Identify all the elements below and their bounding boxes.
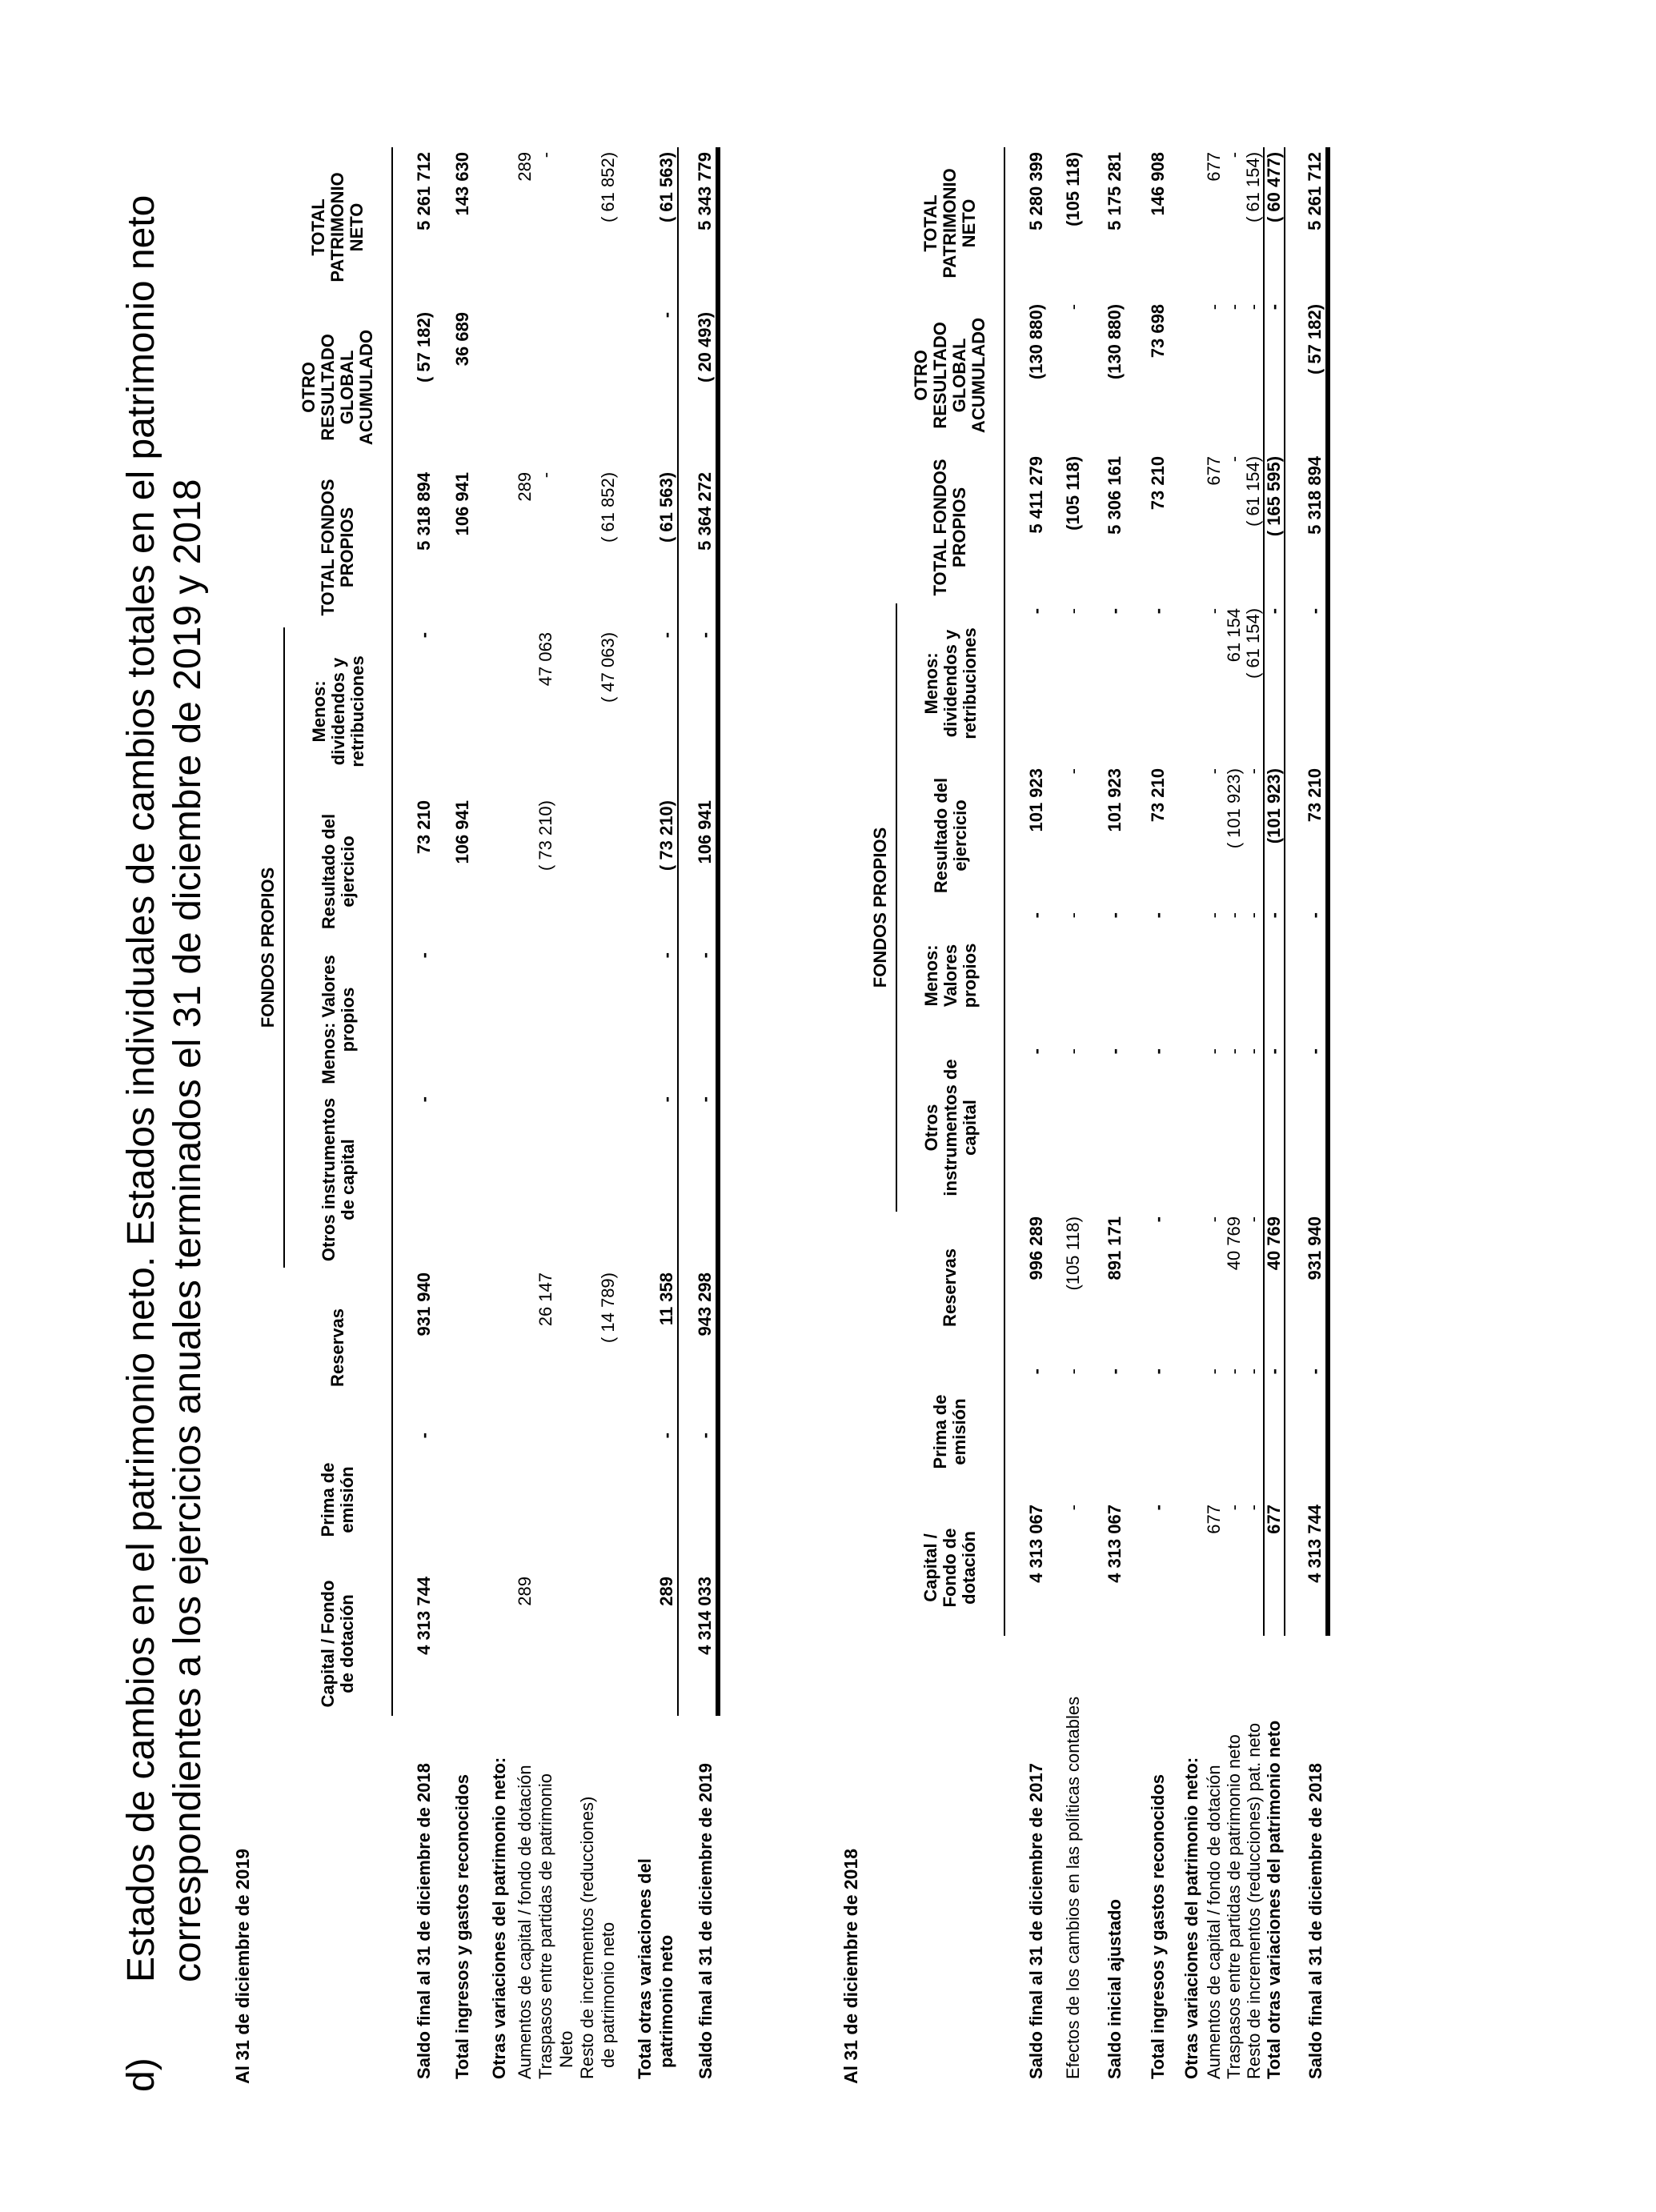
table-cell: 5 411 279 — [1026, 455, 1046, 534]
table-cell: 5 318 894 — [414, 471, 434, 551]
section-title: Estados de cambios en el patrimonio neto. Estados individuales de cambios totales en el patrimonio neto correspondientes a los ejercicios anuales terminados el 31 de diciembre de 2019 y 2018 — [120, 194, 209, 1982]
table-row: Traspasos entre partidas de patrimonio neto - - 40 769 - - ( 101 923) 61 154 - - - — [1224, 147, 1244, 2084]
table-cell: 931 940 — [1304, 1212, 1328, 1364]
table-cell: - — [1203, 912, 1224, 919]
table-cell: - — [1223, 1505, 1244, 1511]
table-cell: 5 364 272 — [694, 467, 718, 627]
table-cell: 146 908 — [1147, 151, 1168, 216]
table-cell: (101 923) — [1264, 763, 1285, 908]
table-cell: 47 063 — [535, 631, 555, 687]
table-row: Aumentos de capital / fondo de dotación 289 289 289 — [515, 147, 535, 2084]
table-cell: - — [414, 1096, 434, 1103]
table-cell: - — [1105, 607, 1125, 615]
table-cell: 40 769 — [1223, 1216, 1244, 1271]
table-cell: - — [1063, 912, 1083, 919]
col-reservas: Reservas — [284, 1268, 392, 1428]
table-cell: 289 — [515, 471, 535, 502]
table-cell: - — [1264, 908, 1285, 1044]
table-cell: 106 941 — [451, 800, 472, 864]
table-cell — [598, 307, 619, 467]
table-cell: - — [1203, 303, 1224, 311]
table-cell: - — [1244, 1364, 1264, 1500]
table-cell: 5 318 894 — [1304, 451, 1328, 603]
table-cell: ( 61 154) — [1244, 603, 1264, 763]
table-cell: - — [1147, 912, 1168, 919]
table-cell: (130 880) — [1105, 303, 1125, 380]
table-cell: ( 61 154) — [1244, 147, 1264, 299]
table-cell: - — [656, 1428, 678, 1572]
table-cell: - — [1223, 1048, 1244, 1055]
table-cell: 5 306 161 — [1105, 455, 1125, 535]
fondos-propios-header: FONDOS PROPIOS — [252, 627, 284, 1268]
table-cell: - — [1244, 1044, 1264, 1212]
table-cell — [515, 1268, 535, 1428]
table-cell: - — [535, 151, 555, 158]
table-cell: ( 60 477) — [1264, 147, 1285, 299]
table-cell — [515, 307, 535, 467]
table-cell: - — [1147, 607, 1168, 615]
table-cell: ( 61 852) — [598, 471, 618, 543]
table-cell: - — [1063, 1368, 1083, 1375]
col-resultado: Resultado del ejercicio — [896, 763, 1004, 908]
table-cell: 943 298 — [694, 1268, 718, 1428]
table-cell: 677 — [1203, 455, 1224, 486]
table-cell: 289 — [515, 151, 535, 182]
table-cell: 5 261 712 — [1304, 147, 1328, 299]
table-cell — [598, 795, 619, 948]
table-2018-date: Al 31 de diciembre de 2018 — [840, 1848, 861, 2084]
table-cell — [598, 1572, 619, 1716]
table-cell: - — [1244, 908, 1264, 1044]
table-row: Otras variaciones del patrimonio neto: — [489, 1757, 509, 2079]
table-cell: 73 698 — [1147, 303, 1168, 359]
table-cell: 61 154 — [1223, 607, 1244, 663]
table-cell: - — [414, 952, 434, 959]
table-cell — [535, 948, 556, 1092]
table-cell: - — [1203, 607, 1224, 615]
table-row: Efectos de los cambios en las políticas contables - - (105 118) - - - - (105 118) - (105 118) — [1053, 147, 1094, 2084]
table-cell: - — [656, 1092, 678, 1268]
table-cell: ( 61 563) — [656, 147, 678, 307]
table-cell: ( 73 210) — [535, 800, 555, 872]
col-prima: Prima de emisión — [284, 1428, 392, 1572]
table-cell: 4 313 067 — [1026, 1505, 1046, 1583]
table-cell: - — [1026, 607, 1046, 615]
table-row: Resto de incrementos (reducciones) pat. neto - - - - - - ( 61 154) ( 61 154) - ( 61 154) — [1244, 147, 1264, 2084]
table-cell: - — [414, 631, 434, 639]
table-cell: (130 880) — [1026, 303, 1046, 380]
table-cell: ( 165 595) — [1264, 451, 1285, 603]
table-cell: 5 280 399 — [1026, 151, 1046, 230]
table-cell: - — [1264, 299, 1285, 451]
table-cell: 5 261 712 — [414, 151, 434, 230]
table-cell: (105 118) — [1063, 455, 1083, 531]
table-row: de patrimonio neto ( 14 789) ( 47 063) ( 61 852) ( 61 852) — [598, 147, 619, 2084]
table-cell — [598, 1428, 619, 1572]
table-cell: 26 147 — [535, 1272, 555, 1327]
col-dividendos: Menos: dividendos y retribuciones — [896, 603, 1004, 763]
table-cell: - — [1304, 1364, 1328, 1500]
table-2019 — [252, 147, 720, 2084]
table-cell: 5 175 281 — [1105, 151, 1125, 230]
table-cell — [440, 1428, 484, 1572]
col-total-pn: TOTAL PATRIMONIO NETO — [896, 147, 1004, 299]
table-cell: - — [1147, 1505, 1168, 1511]
table-cell: - — [1147, 1048, 1168, 1055]
col-ori: OTRO RESULTADO GLOBAL ACUMULADO — [284, 307, 392, 467]
table-cell: 289 — [656, 1572, 678, 1716]
table-cell: 101 923 — [1026, 768, 1046, 832]
table-cell: - — [1105, 1368, 1125, 1375]
table-cell: - — [694, 1428, 718, 1572]
col-reservas: Reservas — [896, 1212, 1004, 1364]
col-valores-propios: Menos: Valores propios — [896, 908, 1004, 1044]
table-cell: 4 314 033 — [694, 1572, 718, 1716]
table-cell: - — [1264, 1364, 1285, 1500]
table-cell: - — [1244, 299, 1264, 451]
table-cell: - — [1063, 303, 1083, 311]
table-cell — [535, 1092, 556, 1268]
table-row: Neto — [556, 2030, 576, 2068]
col-total-pn: TOTAL PATRIMONIO NETO — [284, 147, 392, 307]
table-cell — [440, 1092, 484, 1268]
table-row: Saldo final al 31 de diciembre de 2017 4 313 067 - 996 289 - - 101 923 - 5 411 279 (130 880) 5 280 399 — [1020, 147, 1053, 2084]
table-cell — [440, 627, 484, 795]
table-cell: - — [1223, 1368, 1244, 1375]
table-row: patrimonio neto 289 - 11 358 - - ( 73 210) - ( 61 563) - ( 61 563) — [656, 147, 678, 2084]
table-cell: ( 73 210) — [656, 795, 678, 948]
table-2019-date: Al 31 de diciembre de 2019 — [232, 1848, 253, 2084]
table-cell: - — [1063, 1048, 1083, 1055]
table-cell: - — [1203, 1368, 1224, 1375]
table-cell: - — [1244, 1500, 1264, 1636]
col-total-fondos: TOTAL FONDOS PROPIOS — [284, 467, 392, 627]
table-cell: 677 — [1264, 1500, 1285, 1636]
table-cell: - — [1063, 607, 1083, 615]
table-cell: 5 343 779 — [694, 147, 718, 307]
table-cell: ( 57 182) — [414, 311, 434, 383]
table-cell — [535, 1572, 556, 1716]
col-capital: Capital / Fondo de dotación — [284, 1572, 392, 1716]
table-cell: ( 101 923) — [1223, 768, 1244, 849]
fondos-propios-header: FONDOS PROPIOS — [864, 603, 896, 1212]
table-cell: ( 20 493) — [694, 307, 718, 467]
col-ori: OTRO RESULTADO GLOBAL ACUMULADO — [896, 299, 1004, 451]
col-resultado: Resultado del ejercicio — [284, 795, 392, 948]
table-cell: 931 940 — [414, 1272, 434, 1336]
table-cell: - — [1223, 912, 1244, 919]
table-cell: 289 — [515, 1577, 535, 1606]
table-cell: - — [656, 307, 678, 467]
table-cell: 73 210 — [1147, 768, 1168, 823]
table-cell: 143 630 — [451, 151, 472, 216]
table-row: Aumentos de capital / fondo de dotación 677 - - - - - - 677 - 677 — [1204, 147, 1224, 2084]
table-cell — [440, 1268, 484, 1428]
table-cell: 106 941 — [451, 471, 472, 536]
table-cell: - — [1147, 1368, 1168, 1375]
table-cell: - — [1304, 908, 1328, 1044]
table-cell: - — [1223, 303, 1244, 311]
table-cell: 106 941 — [694, 795, 718, 948]
table-cell: - — [1264, 603, 1285, 763]
table-cell: 36 689 — [451, 311, 472, 367]
table-row: Resto de incrementos (reducciones) — [577, 1796, 597, 2079]
table-cell — [440, 948, 484, 1092]
table-cell — [515, 1428, 535, 1572]
table-cell: 677 — [1203, 1505, 1224, 1534]
section-letter: d) — [120, 2058, 162, 2092]
table-row: Total ingresos y gastos reconocidos 106 941 106 941 36 689 143 630 — [440, 147, 484, 2084]
table-cell: 996 289 — [1026, 1216, 1046, 1280]
table-cell — [515, 948, 535, 1092]
table-cell: 891 171 — [1105, 1216, 1125, 1280]
table-cell: 4 313 067 — [1105, 1505, 1125, 1583]
table-cell: - — [1203, 1216, 1224, 1223]
table-cell: - — [1203, 1048, 1224, 1055]
table-cell — [535, 307, 556, 467]
table-row: Total otras variaciones del patrimonio neto 677 - 40 769 - - (101 923) - ( 165 595) - ( 60 477) — [1264, 147, 1285, 2084]
table-cell: - — [1026, 1048, 1046, 1055]
col-valores-propios: Menos: Valores propios — [284, 948, 392, 1092]
table-cell: (105 118) — [1063, 151, 1083, 226]
table-cell: ( 14 789) — [598, 1272, 618, 1344]
table-cell — [515, 1092, 535, 1268]
table-cell: - — [1223, 151, 1244, 158]
table-cell: - — [1244, 763, 1264, 908]
table-cell: - — [1304, 603, 1328, 763]
table-cell: ( 57 182) — [1304, 299, 1328, 451]
table-cell: ( 61 852) — [598, 151, 618, 223]
col-otros-instrumentos: Otros instrumentos de capital — [284, 1092, 392, 1268]
table-cell: 4 313 744 — [1304, 1500, 1328, 1636]
table-cell: ( 61 154) — [1244, 451, 1264, 603]
table-cell: - — [656, 948, 678, 1092]
table-row: Traspasos entre partidas de patrimonio 26 147 ( 73 210) 47 063 - - — [535, 147, 556, 2084]
table-row: Total otras variaciones del — [635, 1858, 655, 2079]
table-cell: - — [694, 1092, 718, 1268]
table-cell: - — [1026, 912, 1046, 919]
table-2018 — [864, 147, 1330, 2084]
table-cell: 40 769 — [1264, 1212, 1285, 1364]
col-prima: Prima de emisión — [896, 1364, 1004, 1500]
table-cell — [598, 1092, 619, 1268]
table-cell: - — [694, 627, 718, 795]
table-cell: 677 — [1203, 151, 1224, 182]
col-otros-instrumentos: Otros instrumentos de capital — [896, 1044, 1004, 1212]
table-cell: - — [535, 471, 555, 479]
table-cell: ( 61 563) — [656, 467, 678, 627]
table-cell: ( 47 063) — [598, 631, 618, 703]
table-cell: - — [1264, 1044, 1285, 1212]
col-total-fondos: TOTAL FONDOS PROPIOS — [896, 451, 1004, 603]
table-cell: - — [1203, 768, 1224, 775]
table-cell: - — [656, 627, 678, 795]
table-cell: 73 210 — [1304, 763, 1328, 908]
table-cell: - — [1304, 1044, 1328, 1212]
table-cell: - — [1026, 1368, 1046, 1375]
table-row: Saldo final al 31 de diciembre de 2018 4 313 744 - 931 940 - - 73 210 - 5 318 894 ( 57 182) 5 261 712 — [1304, 147, 1328, 2084]
col-dividendos: Menos: dividendos y retribuciones — [284, 627, 392, 795]
table-cell: - — [1105, 1048, 1125, 1055]
table-cell: - — [1063, 768, 1083, 775]
col-capital: Capital / Fondo de dotación — [896, 1500, 1004, 1636]
table-cell: - — [1147, 1216, 1168, 1223]
table-cell — [440, 1572, 484, 1716]
table-cell: (105 118) — [1063, 1216, 1083, 1291]
table-cell: - — [414, 1433, 434, 1439]
table-cell — [535, 1428, 556, 1572]
table-cell — [515, 795, 535, 948]
table-row: Saldo final al 31 de diciembre de 2019 4 314 033 - 943 298 - - 106 941 - 5 364 272 ( 20 493) 5 343 779 — [694, 147, 718, 2084]
table-cell: - — [1063, 1505, 1083, 1511]
table-row: Saldo inicial ajustado 4 313 067 - 891 171 - - 101 923 - 5 306 161 (130 880) 5 175 281 — [1094, 147, 1136, 2084]
table-row: Otras variaciones del patrimonio neto: — [1181, 1757, 1201, 2079]
table-row: Saldo final al 31 de diciembre de 2018 4 313 744 - 931 940 - - 73 210 - 5 318 894 ( 57 182) 5 261 712 — [408, 147, 440, 2084]
table-cell: 11 358 — [656, 1268, 678, 1428]
table-row: Total ingresos y gastos reconocidos - - - - - 73 210 - 73 210 73 698 146 908 — [1136, 147, 1180, 2084]
table-cell — [598, 948, 619, 1092]
table-cell: 4 313 744 — [414, 1577, 434, 1655]
table-cell — [515, 627, 535, 795]
table-cell: - — [1223, 455, 1244, 463]
table-cell: 73 210 — [1147, 455, 1168, 511]
table-cell: 101 923 — [1105, 768, 1125, 832]
table-cell: 73 210 — [414, 800, 434, 855]
table-cell: - — [694, 948, 718, 1092]
table-cell: - — [1244, 1212, 1264, 1364]
table-cell: - — [1105, 912, 1125, 919]
